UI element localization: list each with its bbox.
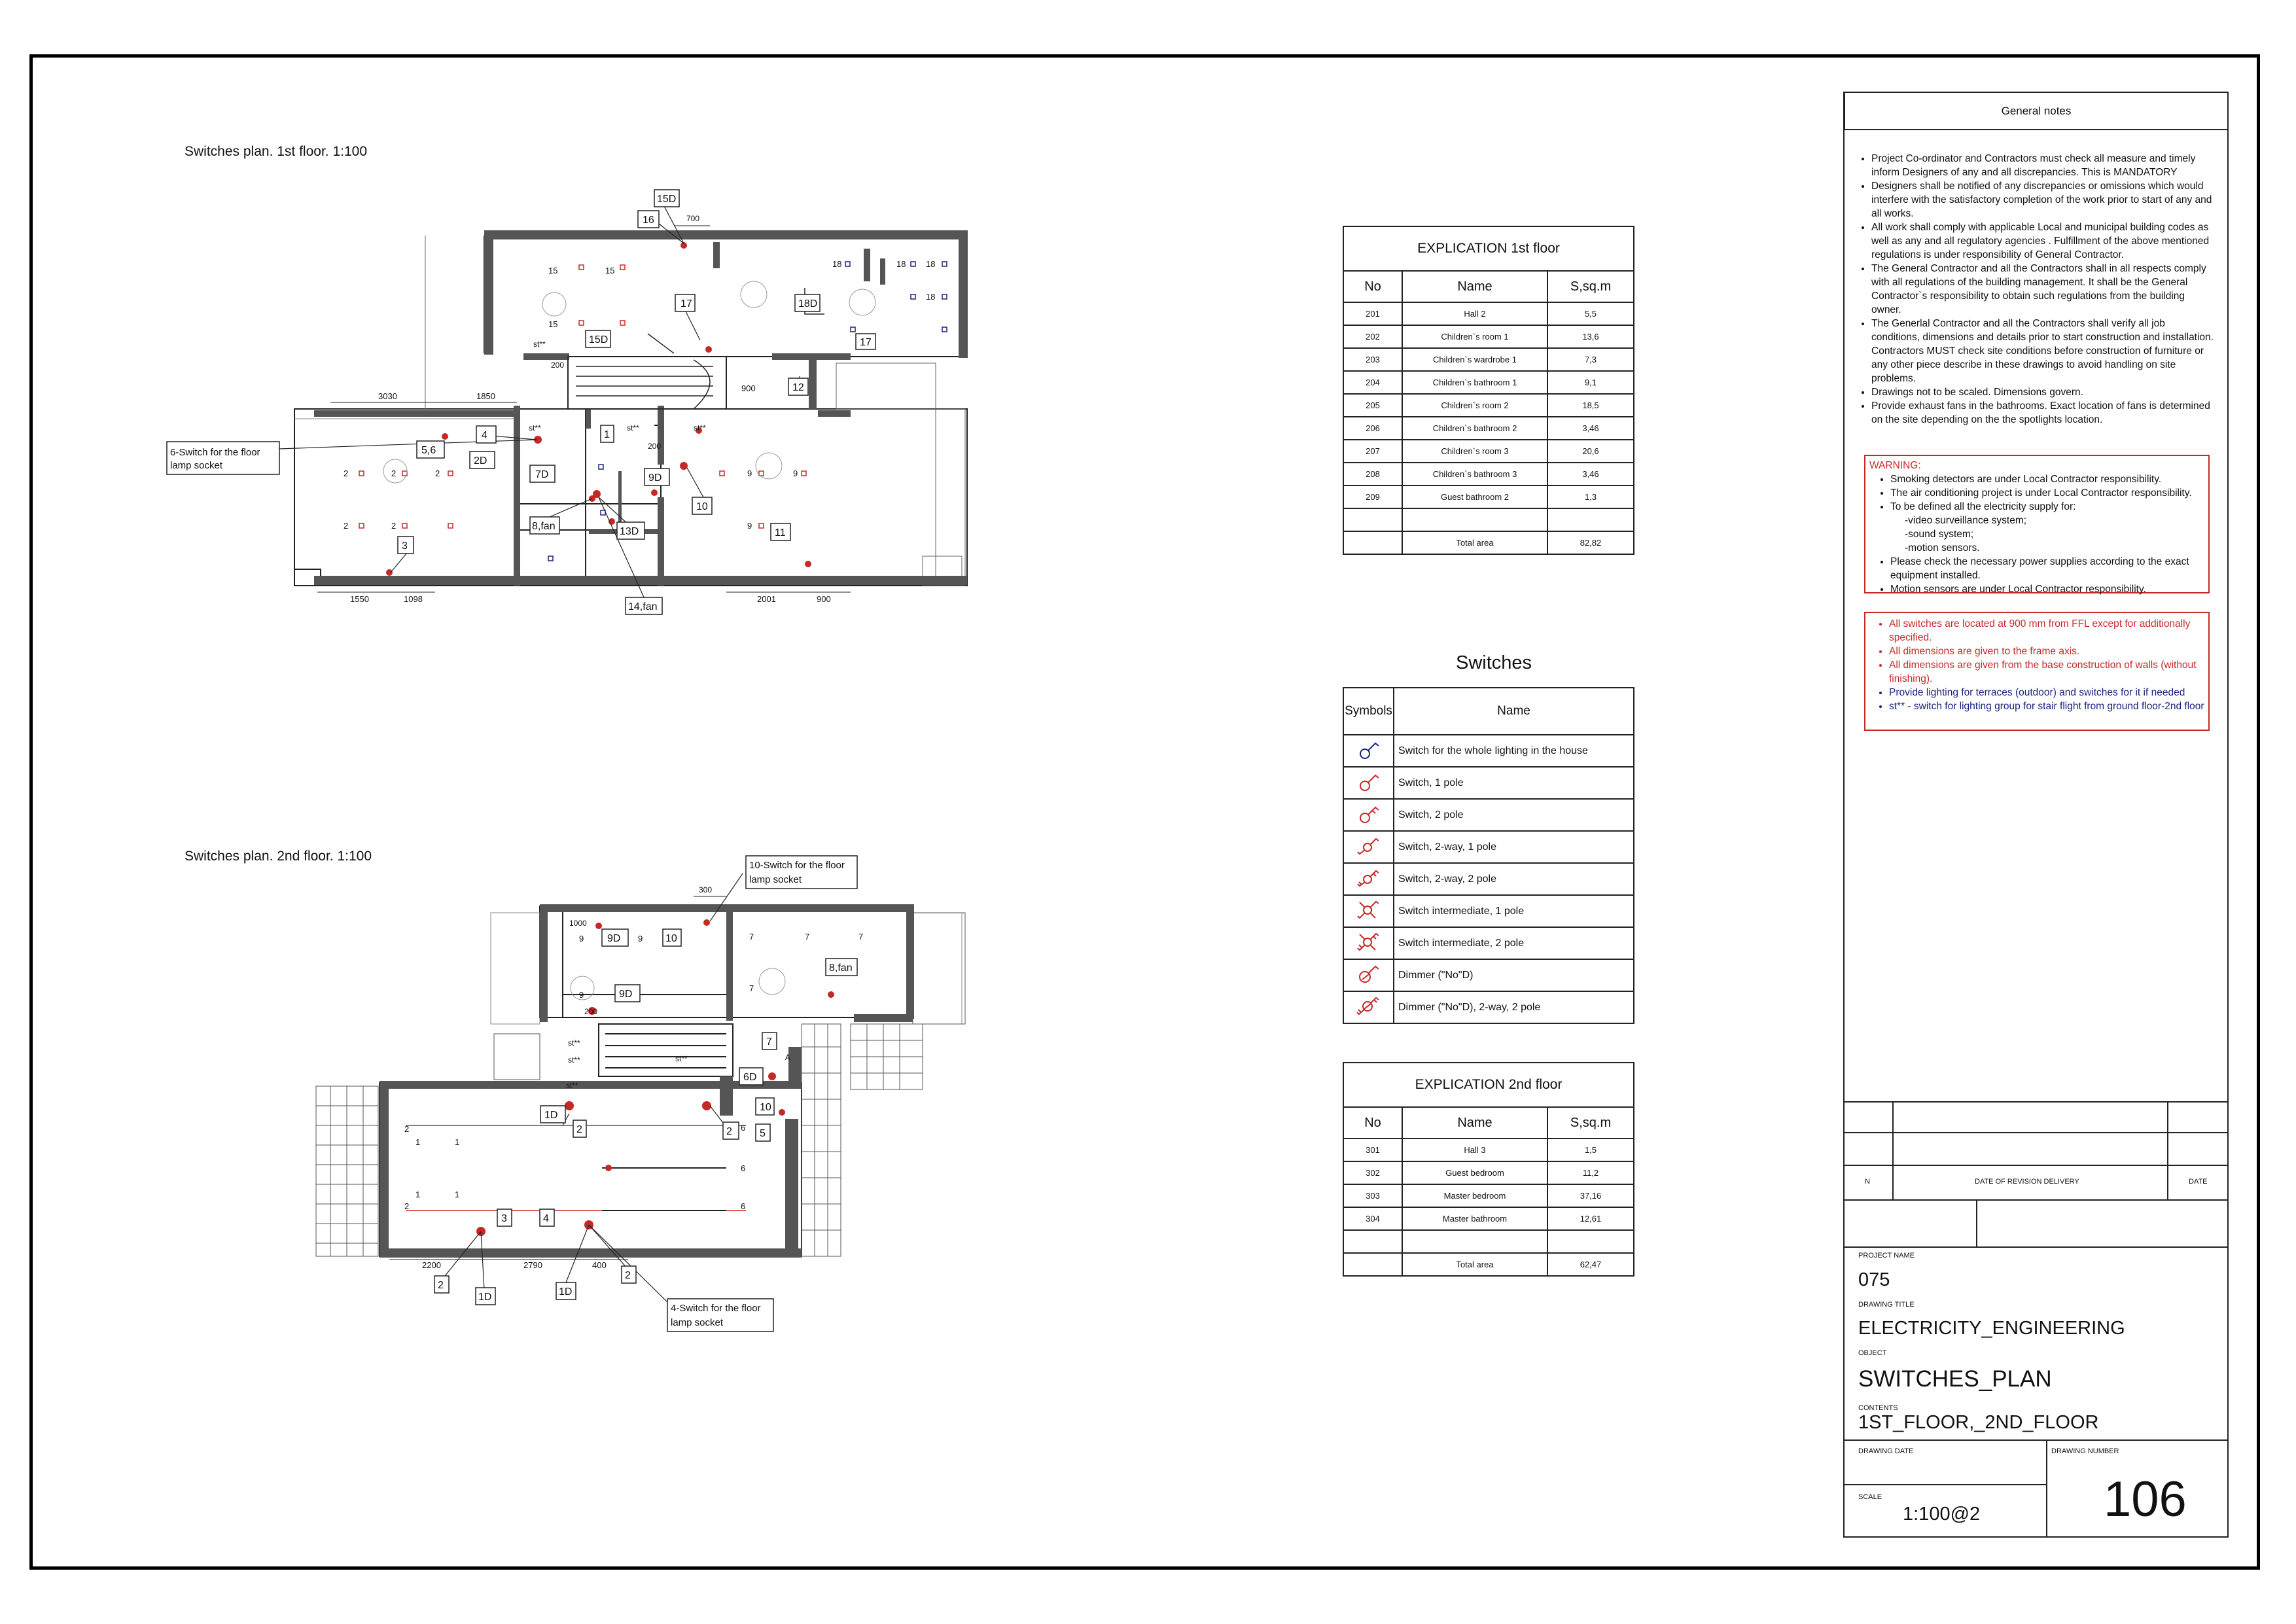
contents: 1ST_FLOOR,_2ND_FLOOR — [1858, 1412, 2099, 1433]
svg-text:16: 16 — [643, 215, 654, 226]
general-notes-list — [1860, 152, 2216, 427]
general-notes-title: General notes — [1844, 92, 2229, 130]
drawing-title: ELECTRICITY_ENGINEERING — [1858, 1318, 2125, 1339]
svg-text:9: 9 — [747, 468, 752, 478]
svg-text:300: 300 — [699, 885, 713, 894]
second-floor-plan — [308, 851, 995, 1341]
svg-text:9D: 9D — [648, 472, 662, 484]
svg-text:7: 7 — [766, 1036, 772, 1048]
svg-text:2: 2 — [391, 521, 397, 531]
svg-text:7D: 7D — [535, 469, 549, 480]
svg-text:A: A — [785, 1053, 791, 1062]
table-row — [1343, 1230, 1634, 1253]
svg-text:2: 2 — [404, 1124, 410, 1134]
svg-text:7: 7 — [749, 932, 754, 942]
svg-text:2: 2 — [435, 468, 440, 478]
table-row: 202 Children`s room 1 13,6 — [1343, 325, 1634, 348]
svg-text:8,fan: 8,fan — [532, 521, 556, 532]
svg-text:7: 7 — [858, 932, 864, 942]
svg-text:7: 7 — [749, 983, 754, 993]
svg-text:2: 2 — [344, 521, 349, 531]
svg-text:1: 1 — [415, 1137, 421, 1147]
svg-text:3030: 3030 — [378, 391, 397, 401]
svg-text:4: 4 — [543, 1213, 549, 1224]
object-name: SWITCHES_PLAN — [1858, 1366, 2052, 1392]
svg-text:18: 18 — [926, 292, 936, 302]
table-row: 203 Children`s wardrobe 1 7,3 — [1343, 348, 1634, 371]
svg-text:7: 7 — [805, 932, 810, 942]
svg-text:11: 11 — [775, 527, 786, 538]
svg-text:9: 9 — [793, 468, 798, 478]
table-row: 209 Guest bathroom 2 1,3 — [1343, 485, 1634, 508]
svg-text:2: 2 — [726, 1126, 732, 1137]
svg-text:1D: 1D — [559, 1286, 573, 1297]
note-item: • Project Co-ordinator and Contractors must check all measure and timely inform Designers of any and all discrepancies. This is MANDATORY — [1871, 152, 2216, 179]
general-notes-panel — [1844, 92, 2229, 130]
svg-text:2200: 2200 — [422, 1260, 441, 1270]
svg-text:6: 6 — [741, 1123, 746, 1133]
svg-text:st**: st** — [566, 1081, 578, 1090]
table-row: 301 Hall 3 1,5 — [1343, 1139, 1634, 1161]
svg-text:9: 9 — [579, 990, 584, 1000]
svg-text:900: 900 — [741, 383, 756, 393]
svg-text:1D: 1D — [478, 1292, 492, 1303]
project-name: 075 — [1858, 1269, 1890, 1290]
svg-text:9: 9 — [638, 934, 643, 944]
svg-text:4: 4 — [482, 430, 487, 441]
revision-n-label: N — [1865, 1178, 1870, 1186]
svg-text:18D: 18D — [798, 298, 818, 309]
table-row: 302 Guest bedroom 11,2 — [1343, 1161, 1634, 1184]
svg-text:1: 1 — [455, 1137, 460, 1147]
svg-text:st**: st** — [533, 340, 546, 349]
svg-text:2: 2 — [625, 1270, 631, 1281]
svg-text:2: 2 — [404, 1201, 410, 1211]
project-name-label: PROJECT NAME — [1858, 1252, 1915, 1260]
svg-text:17: 17 — [680, 298, 692, 309]
svg-text:1D: 1D — [544, 1110, 558, 1121]
svg-text:10: 10 — [760, 1102, 771, 1113]
col-area: S,sq.m — [1547, 271, 1634, 302]
table-row: 206 Children`s bathroom 2 3,46 — [1343, 417, 1634, 440]
svg-text:9D: 9D — [619, 989, 633, 1000]
svg-text:6-Switch for the floor: 6-Switch for the floor — [170, 447, 260, 458]
warning-box: WARNING: • Smoking detectors are under Local Contractor responsibility. • The air conditioning project is under Local Contractor responsibility. • To be defined all the electricity supply for: -video surveillance system; -sound system; -motion sensors. • Please check the necessary power supplies according to the exact equipment installed. • Motion sensors are under Local Contractor responsibility. — [1864, 455, 2210, 593]
svg-text:st**: st** — [568, 1055, 580, 1065]
svg-text:st**: st** — [627, 423, 639, 432]
warning-title: WARNING: — [1869, 460, 1921, 471]
svg-text:200: 200 — [551, 361, 565, 370]
svg-text:900: 900 — [817, 594, 831, 604]
svg-text:15: 15 — [548, 266, 558, 275]
drawing-date-label: DRAWING DATE — [1858, 1447, 1914, 1455]
first-floor-plan-title: Switches plan. 1st floor. 1:100 — [185, 144, 367, 159]
svg-text:1850: 1850 — [476, 391, 495, 401]
table-row: 205 Children`s room 2 18,5 — [1343, 394, 1634, 417]
svg-text:200: 200 — [584, 1007, 598, 1016]
switch-intermediate-2-pole-icon — [1356, 930, 1382, 953]
switch-2way-1-pole-icon — [1356, 834, 1382, 856]
note-item: • All work shall comply with applicable Local and municipal building codes as well as any and all regulatory agencies . Fulfillment of the above mentioned regulations is under responsibility of General Contractor. — [1871, 221, 2216, 262]
table-row: 204 Children`s bathroom 1 9,1 — [1343, 371, 1634, 394]
drawing-number: 106 — [2104, 1472, 2187, 1527]
switch-2way-2-pole-icon — [1356, 866, 1382, 889]
note-item: • Designers shall be notified of any discrepancies or omissions which would interfere with the satisfactory completion of the work prior to start of any and all works. — [1871, 179, 2216, 221]
svg-text:6: 6 — [741, 1163, 746, 1173]
svg-text:1: 1 — [415, 1190, 421, 1199]
installation-notes-box: • All switches are located at 900 mm from FFL except for additionally specified. • All dimensions are given to the frame axis. • All dimensions are given from the base construction of walls (without finishing). • Provide lighting for terraces (outdoor) and switches for it if needed • st** - switch for lighting group for stair flight from ground floor-2nd floor — [1864, 612, 2210, 731]
svg-text:18: 18 — [832, 259, 842, 269]
svg-text:12: 12 — [792, 382, 804, 393]
second-floor-plan-title: Switches plan. 2nd floor. 1:100 — [185, 849, 372, 864]
svg-text:2790: 2790 — [523, 1260, 542, 1270]
svg-text:6: 6 — [741, 1201, 746, 1211]
svg-text:700: 700 — [686, 214, 700, 223]
svg-text:1550: 1550 — [350, 594, 369, 604]
table-row: 304 Master bathroom 12,61 — [1343, 1207, 1634, 1230]
svg-text:2: 2 — [576, 1124, 582, 1135]
explication-1st-title: EXPLICATION 1st floor — [1343, 226, 1634, 271]
total-row: Total area 82,82 — [1343, 531, 1634, 554]
svg-text:15: 15 — [605, 266, 615, 275]
note-item: • The Generlal Contractor and all the Contractors shall verify all job conditions, dimensions and details prior to start construction and installation. Contractors MUST check site conditions before construction of furniture or any other piece describe in these drawings to avoid handling on site problems. — [1871, 317, 2216, 385]
title-block-border-right — [2227, 92, 2229, 1538]
svg-text:10: 10 — [696, 501, 708, 512]
switch-whole-house-icon — [1356, 738, 1382, 760]
col-name: Name — [1394, 688, 1634, 735]
svg-text:lamp socket: lamp socket — [170, 460, 223, 471]
svg-text:10-Switch for the floor: 10-Switch for the floor — [749, 860, 845, 871]
switch-1-pole-icon — [1356, 770, 1382, 792]
col-name: Name — [1402, 271, 1547, 302]
svg-text:lamp socket: lamp socket — [671, 1317, 724, 1328]
svg-text:5,6: 5,6 — [421, 445, 436, 456]
contents-label: CONTENTS — [1858, 1404, 1898, 1412]
svg-text:15D: 15D — [657, 194, 677, 205]
svg-text:3: 3 — [501, 1213, 507, 1224]
dimmer-2way-2-pole-icon — [1356, 995, 1382, 1017]
svg-text:1098: 1098 — [404, 594, 423, 604]
svg-text:5: 5 — [760, 1128, 766, 1139]
first-floor-plan — [164, 183, 1014, 628]
svg-text:lamp socket: lamp socket — [749, 874, 802, 885]
svg-text:18: 18 — [926, 259, 936, 269]
svg-text:1: 1 — [455, 1190, 460, 1199]
revision-date-label: DATE — [2189, 1178, 2208, 1186]
table-row: 208 Children`s bathroom 3 3,46 — [1343, 463, 1634, 485]
explication-1st-floor-table — [1343, 226, 1634, 555]
scale-value: 1:100@2 — [1903, 1504, 1981, 1525]
table-row: 207 Children`s room 3 20,6 — [1343, 440, 1634, 463]
svg-text:2: 2 — [344, 468, 349, 478]
svg-text:2: 2 — [438, 1280, 444, 1291]
drawing-number-label: DRAWING NUMBER — [2051, 1447, 2119, 1455]
title-block-border-left — [1843, 92, 1845, 1538]
explication-2nd-title: EXPLICATION 2nd floor — [1343, 1063, 1634, 1107]
svg-text:1000: 1000 — [569, 919, 587, 928]
svg-text:st**: st** — [529, 423, 541, 432]
svg-text:15D: 15D — [589, 334, 609, 345]
svg-text:200: 200 — [648, 442, 662, 451]
col-no: No — [1343, 271, 1402, 302]
switch-2-pole-icon — [1356, 802, 1382, 824]
object-label: OBJECT — [1858, 1349, 1887, 1357]
svg-text:st**: st** — [568, 1038, 580, 1048]
svg-text:6D: 6D — [743, 1072, 757, 1083]
table-row: 303 Master bedroom 37,16 — [1343, 1184, 1634, 1207]
svg-text:400: 400 — [592, 1260, 607, 1270]
total-row: Total area 62,47 — [1343, 1253, 1634, 1276]
svg-text:2D: 2D — [474, 455, 487, 467]
explication-2nd-floor-table: EXPLICATION 2nd floor No Name S,sq.m 301 Hall 3 1,5 302 Guest bedroom 11,2 303 Master bedroom 37,16 304 Master bathroom 12,61 Total area 62,47 — [1343, 1062, 1634, 1277]
svg-text:9D: 9D — [607, 933, 621, 944]
svg-text:18: 18 — [896, 259, 906, 269]
svg-text:8,fan: 8,fan — [829, 962, 853, 974]
svg-text:15: 15 — [548, 319, 558, 329]
col-symbols: Symbols — [1343, 688, 1394, 735]
switches-legend-table: Symbols Name Switch for the whole lighting in the house Switch, 1 pole Switch, 2 pole Switch, 2-way, 1 pole Switch, 2-way, 2 pole Switch intermediate, 1 pole Switch intermediate, 2 pole Dimmer ("No"D) Dimmer ("No"D), 2-way, 2 pole — [1343, 687, 1634, 1024]
scale-label: SCALE — [1858, 1493, 1882, 1501]
svg-text:st**: st** — [675, 1054, 688, 1063]
revision-delivery-label: DATE OF REVISION DELIVERY — [1975, 1178, 2079, 1186]
svg-text:14,fan: 14,fan — [628, 601, 658, 612]
note-item: • Provide exhaust fans in the bathrooms. Exact location of fans is determined on the site depending on the the spotlights location. — [1871, 399, 2216, 427]
note-item: • Drawings not to be scaled. Dimensions govern. — [1871, 385, 2216, 399]
svg-text:3: 3 — [402, 540, 408, 552]
drawing-title-label: DRAWING TITLE — [1858, 1301, 1915, 1309]
svg-text:2: 2 — [391, 468, 397, 478]
table-row — [1343, 508, 1634, 531]
svg-text:1: 1 — [604, 429, 610, 440]
svg-text:13D: 13D — [620, 526, 639, 537]
switches-title: Switches — [1456, 652, 1532, 673]
svg-text:st**: st** — [694, 423, 706, 432]
svg-text:9: 9 — [579, 934, 584, 944]
svg-text:2001: 2001 — [757, 594, 776, 604]
table-row: 201 Hall 2 5,5 — [1343, 302, 1634, 325]
switch-intermediate-1-pole-icon — [1356, 898, 1382, 921]
dimmer-icon — [1356, 962, 1382, 985]
note-item: • The General Contractor and all the Contractors shall in all respects comply with all regulations of the building management. It shall be the General Contractor`s responsibility to obtain such regulations from the building owner. — [1871, 262, 2216, 317]
svg-text:4-Switch for the floor: 4-Switch for the floor — [671, 1303, 761, 1314]
svg-text:9: 9 — [747, 521, 752, 531]
svg-text:17: 17 — [860, 337, 872, 348]
svg-text:10: 10 — [665, 933, 677, 944]
